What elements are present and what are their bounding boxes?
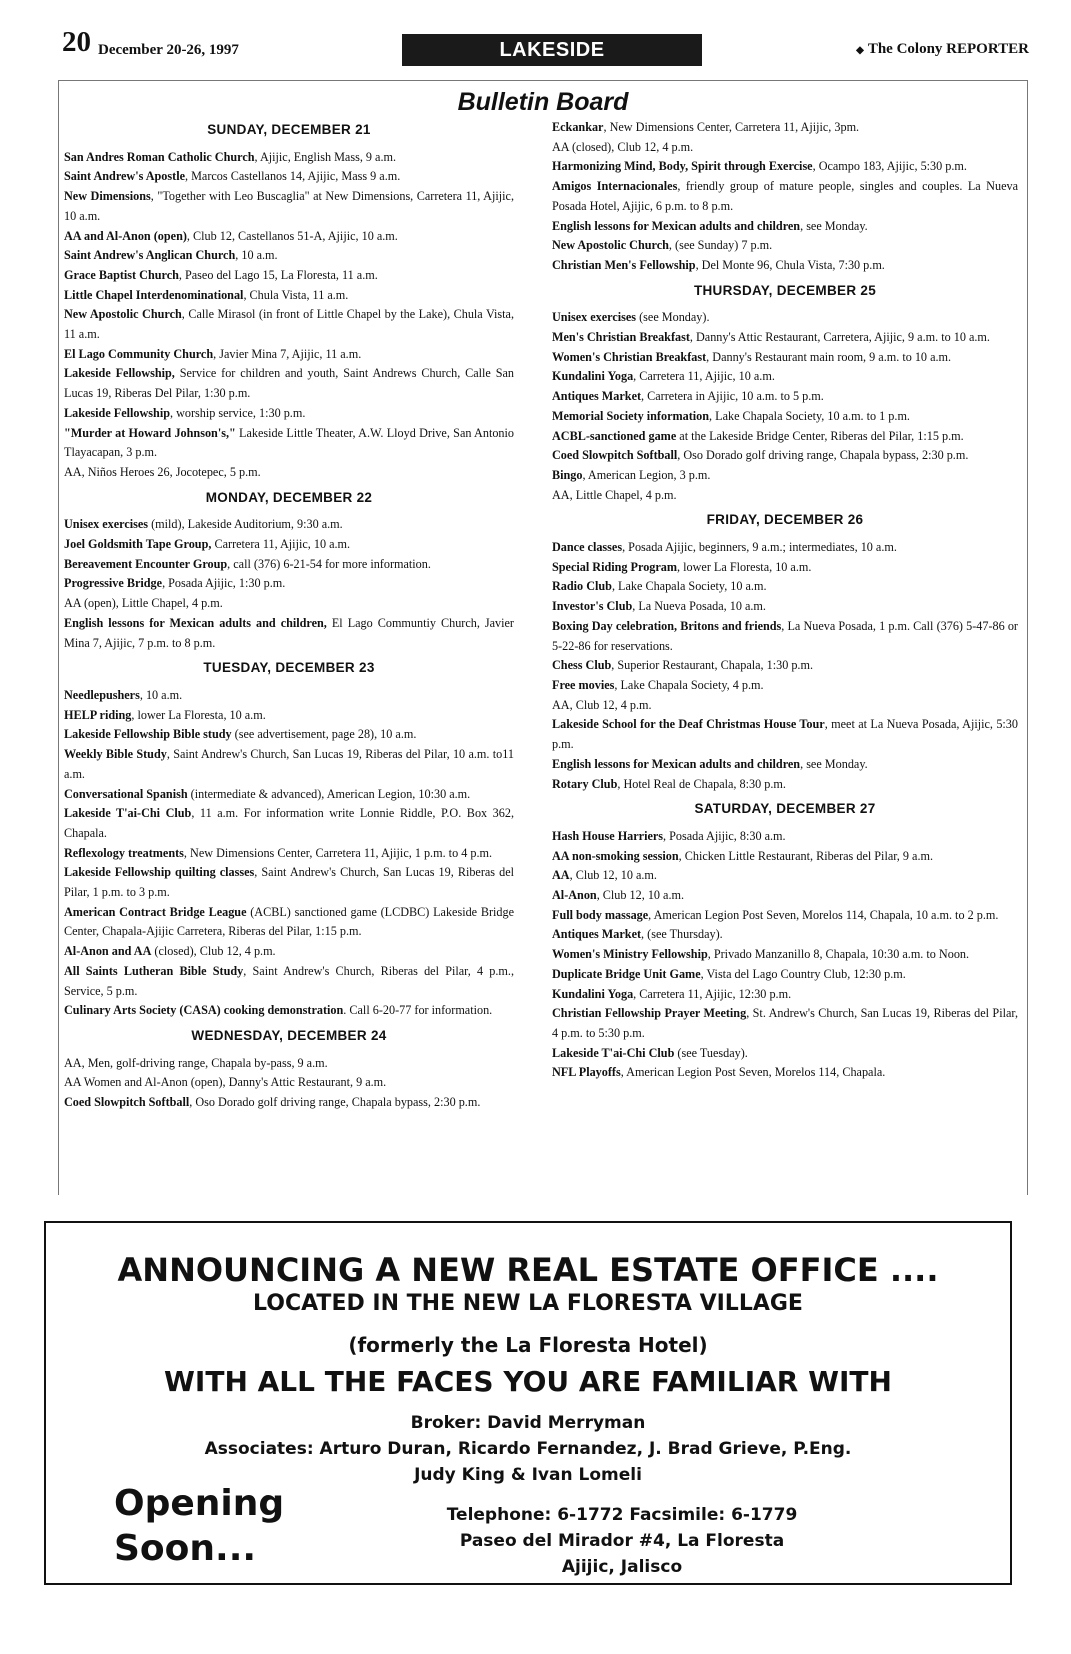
entry-details: , La Nueva Posada, 1 p.m. Call (376) 5-47-86 or 5-22-86 for reservations.: [552, 618, 1018, 653]
entry-details: , Javier Mina 7, Ajijic, 11 a.m.: [213, 346, 362, 361]
ad-associates-2: Judy King & Ivan Lomeli: [414, 1465, 642, 1485]
entry-name: All Saints Lutheran Bible Study: [64, 963, 244, 978]
bullet-icon: ◆: [856, 45, 864, 56]
bulletin-entry: [64, 785, 514, 805]
bulletin-entry: [552, 1044, 1018, 1064]
entry-name: El Lago Community Church: [64, 346, 214, 361]
entry-details: , (see Sunday) 7 p.m.: [668, 238, 773, 253]
entry-details: , Ocampo 183, Ajijic, 5:30 p.m.: [812, 159, 967, 174]
entry-details: Carretera 11, Ajijic, 10 a.m.: [211, 537, 351, 552]
entry-name: Lakeside Fellowship quilting classes: [64, 865, 255, 880]
entry-details: Lakeside Little Theater, A.W. Lloyd Drive, San Antonio Tlayacapan, 3 p.m.: [64, 425, 514, 460]
bulletin-entry: [552, 256, 1018, 276]
entry-name: AA: [552, 868, 570, 883]
bulletin-entry: [552, 886, 1018, 906]
entry-details: , friendly group of mature people, singles and couples. La Nueva Posada Hotel, Ajijic, 6 p.m. to 8 p.m.: [552, 179, 1018, 213]
entry-details: , American Legion Post Seven, Morelos 114, Chapala, 10 a.m. to 2 p.m.: [648, 907, 999, 922]
entry-name: Lakeside Fellowship,: [64, 366, 175, 381]
bulletin-entry: [64, 515, 514, 535]
bulletin-entry: [64, 364, 514, 403]
entry-name: Boxing Day celebration, Britons and friends: [552, 618, 782, 633]
bulletin-entry: [552, 367, 1018, 387]
bulletin-entry: [64, 942, 514, 962]
day-heading: FRIDAY, DECEMBER 26: [706, 512, 864, 528]
bulletin-entry: [64, 574, 514, 594]
bulletin-entry: [64, 594, 514, 614]
entry-details: , New Dimensions Center, Carretera 11, Ajijic, 1 p.m. to 4 p.m.: [183, 845, 493, 860]
bulletin-entry: [552, 558, 1018, 578]
entry-details: , Carretera 11, Ajijic, 12:30 p.m.: [633, 986, 792, 1001]
entry-name: Joel Goldsmith Tape Group,: [64, 537, 212, 552]
entry-details: (see Tuesday).: [674, 1045, 748, 1060]
entry-details: , New Dimensions Center, Carretera 11, Ajijic, 3pm.: [603, 120, 860, 134]
bulletin-entry: [64, 424, 514, 463]
entry-details: , 10 a.m.: [139, 687, 183, 702]
entry-name: HELP riding: [64, 707, 132, 722]
bulletin-entry: [64, 246, 514, 266]
bulletin-entry: [64, 804, 514, 843]
entry-name: American Contract Bridge League: [64, 904, 247, 919]
entry-details: AA Women and Al-Anon (open), Danny's Attic Restaurant, 9 a.m.: [64, 1075, 387, 1090]
entry-details: , Danny's Attic Restaurant, Carretera, Ajijic, 9 a.m. to 10 a.m.: [689, 330, 990, 345]
entry-details: , American Legion, 3 p.m.: [582, 467, 711, 482]
bulletin-entry: [64, 187, 514, 226]
day-heading: WEDNESDAY, DECEMBER 24: [191, 1027, 387, 1043]
bulletin-entry: [64, 227, 514, 247]
entry-name: Lakeside Fellowship Bible study: [64, 727, 232, 742]
entry-details: (ACBL) sanctioned game (LCDBC) Lakeside Bridge Center, Chapala-Ajijic Carretera, Riberas del Pilar, 1:15 p.m.: [64, 904, 514, 939]
entry-details: . Call 6-20-77 for information.: [343, 1003, 493, 1018]
bulletin-entry: [64, 535, 514, 555]
entry-name: Kundalini Yoga: [552, 986, 634, 1001]
entry-name: Christian Fellowship Prayer Meeting: [552, 1006, 747, 1021]
bulletin-entry: [552, 486, 1018, 506]
entry-details: El Lago Communtiy Church, Javier Mina 7, Ajijic, 7 p.m. to 8 p.m.: [64, 615, 514, 650]
entry-details: , (see Thursday).: [641, 927, 723, 942]
ad-associates: Associates: Arturo Duran, Ricardo Fernandez, J. Brad Grieve, P.Eng.: [204, 1439, 852, 1459]
entry-details: , Del Monte 96, Chula Vista, 7:30 p.m.: [695, 257, 885, 272]
entry-name: Radio Club: [552, 579, 612, 594]
bulletin-entry: [552, 308, 1018, 328]
entry-name: Saint Andrew's Apostle: [64, 169, 185, 184]
bulletin-entry: [64, 1054, 514, 1074]
entry-details: , lower La Floresta, 10 a.m.: [131, 707, 266, 722]
bulletin-entry: [64, 903, 514, 942]
entry-details: (intermediate & advanced), American Legion, 10:30 a.m.: [187, 786, 471, 801]
section-banner: LAKESIDE: [402, 34, 702, 66]
entry-name: Memorial Society information: [552, 408, 710, 423]
entry-details: , see Monday.: [800, 756, 868, 771]
bulletin-entry: [64, 286, 514, 306]
bulletin-entry: [64, 463, 514, 483]
bulletin-entry: [552, 236, 1018, 256]
bulletin-entry: [552, 118, 1018, 138]
bulletin-entry: [64, 1093, 514, 1113]
entry-name: New Apostolic Church: [64, 307, 182, 322]
entry-details: AA, Niños Heroes 26, Jocotepec, 5 p.m.: [64, 464, 261, 479]
entry-details: , Marcos Castellanos 14, Ajijic, Mass 9 a.m.: [185, 169, 401, 184]
ad-city: Ajijic, Jalisco: [561, 1557, 683, 1577]
bulletin-entry: [64, 745, 514, 784]
entry-name: Kundalini Yoga: [552, 369, 634, 384]
entry-details: , Lake Chapala Society, 10 a.m. to 1 p.m.: [709, 408, 910, 423]
bulletin-entry: [552, 348, 1018, 368]
ad-formerly: (formerly the La Floresta Hotel): [348, 1333, 708, 1357]
issue-date: December 20-26, 1997: [98, 42, 239, 58]
ad-headline: ANNOUNCING A NEW REAL ESTATE OFFICE ....: [117, 1251, 939, 1289]
bulletin-entry: [64, 148, 514, 168]
entry-name: Antiques Market: [552, 927, 642, 942]
bulletin-entry: [64, 686, 514, 706]
entry-name: Al-Anon: [552, 888, 597, 903]
entry-name: Hash House Harriers: [552, 828, 664, 843]
bulletin-entry: [64, 962, 514, 1001]
bulletin-entry: [552, 656, 1018, 676]
bulletin-entry: [64, 725, 514, 745]
entry-name: Antiques Market: [552, 389, 642, 404]
entry-name: Chess Club: [552, 658, 612, 673]
entry-details: , Carretera in Ajijic, 10 a.m. to 5 p.m.: [641, 389, 824, 404]
entry-name: AA and Al-Anon (open): [64, 228, 187, 243]
entry-details: , Posada Ajijic, beginners, 9 a.m.; intermediates, 10 a.m.: [622, 540, 897, 555]
entry-name: Al-Anon and AA: [64, 944, 152, 959]
bulletin-entry: [64, 1001, 514, 1021]
entry-details: AA, Little Chapel, 4 p.m.: [552, 487, 677, 502]
bulletin-entry: [552, 755, 1018, 775]
entry-details: (see Monday).: [636, 310, 710, 325]
entry-details: (mild), Lakeside Auditorium, 9:30 a.m.: [148, 517, 343, 532]
entry-details: Service for children and youth, Saint Andrews Church, Calle San Lucas 19, Riberas Del Pilar, 1:30 p.m.: [64, 366, 514, 401]
entry-name: New Apostolic Church: [552, 238, 669, 253]
entry-details: , La Nueva Posada, 10 a.m.: [632, 599, 766, 614]
bulletin-entry: [64, 1073, 514, 1093]
entry-name: Reflexology treatments: [64, 845, 184, 860]
entry-details: AA, Club 12, 4 p.m.: [552, 697, 652, 712]
entry-details: AA (open), Little Chapel, 4 p.m.: [64, 596, 223, 611]
entry-name: Rotary Club: [552, 776, 618, 791]
publication-name: [856, 41, 1029, 58]
bulletin-entry: [552, 157, 1018, 177]
bulletin-entry: [64, 167, 514, 187]
entry-details: , call (376) 6-21-54 for more information.: [227, 556, 431, 571]
bulletin-entry: [64, 305, 514, 344]
entry-name: Little Chapel Interdenominational: [64, 287, 244, 302]
entry-details: , Club 12, Castellanos 51-A, Ajijic, 10 a.m.: [186, 228, 398, 243]
page-number: 20: [62, 26, 91, 58]
entry-name: Dance classes: [552, 540, 623, 555]
day-heading: SATURDAY, DECEMBER 27: [694, 801, 876, 817]
entry-details: , 11 a.m. For information write Lonnie Riddle, P.O. Box 362, Chapala.: [64, 806, 514, 840]
entry-name: Unisex exercises: [552, 310, 637, 325]
entry-details: , Hotel Real de Chapala, 8:30 p.m.: [617, 776, 786, 791]
entry-name: Lakeside School for the Deaf Christmas House Tour: [552, 717, 825, 732]
entry-details: , Danny's Restaurant main room, 9 a.m. to 10 a.m.: [706, 349, 952, 364]
entry-name: Progressive Bridge: [64, 576, 163, 591]
bulletin-entry: [552, 597, 1018, 617]
bulletin-entry: [64, 404, 514, 424]
entry-name: Investor's Club: [552, 599, 633, 614]
entry-name: NFL Playoffs: [552, 1065, 621, 1080]
ad-phone: Telephone: 6-1772 Facsimile: 6-1779: [446, 1505, 798, 1525]
bulletin-entry: [552, 328, 1018, 348]
entry-name: Free movies: [552, 677, 615, 692]
entry-name: Amigos Internacionales: [552, 179, 678, 194]
entry-name: Bereavement Encounter Group: [64, 556, 228, 571]
bulletin-entry: [552, 577, 1018, 597]
entry-details: , Lake Chapala Society, 4 p.m.: [614, 677, 764, 692]
entry-name: Christian Men's Fellowship: [552, 257, 696, 272]
entry-name: Men's Christian Breakfast: [552, 330, 690, 345]
entry-name: Duplicate Bridge Unit Game: [552, 966, 701, 981]
bulletin-entry: [64, 345, 514, 365]
entry-name: English lessons for Mexican adults and children: [552, 756, 801, 771]
bulletin-entry: [552, 538, 1018, 558]
entry-details: , 10 a.m.: [235, 248, 278, 263]
bulletin-entry: [552, 1063, 1018, 1083]
entry-details: , Superior Restaurant, Chapala, 1:30 p.m.: [611, 658, 813, 673]
entry-details: , Chula Vista, 11 a.m.: [243, 287, 349, 302]
bulletin-entry: [552, 617, 1018, 656]
bulletin-entry: [552, 387, 1018, 407]
bulletin-entry: [64, 863, 514, 902]
bulletin-entry: [552, 138, 1018, 158]
bulletin-entry: [552, 985, 1018, 1005]
entry-details: , Club 12, 10 a.m.: [569, 868, 657, 883]
ad-location: LOCATED IN THE NEW LA FLORESTA VILLAGE: [253, 1291, 803, 1316]
entry-details: at the Lakeside Bridge Center, Riberas del Pilar, 1:15 p.m.: [676, 428, 964, 443]
entry-details: , Privado Manzanillo 8, Chapala, 10:30 a.m. to Noon.: [707, 947, 970, 962]
entry-details: AA, Men, golf-driving range, Chapala by-pass, 9 a.m.: [64, 1055, 328, 1070]
bulletin-entry: [64, 614, 514, 653]
bulletin-entry: [552, 715, 1018, 754]
entry-details: , Saint Andrew's Church, Riberas del Pilar, 4 p.m., Service, 5 p.m.: [64, 963, 514, 998]
entry-details: (see advertisement, page 28), 10 a.m.: [231, 727, 417, 742]
bulletin-entry: [552, 847, 1018, 867]
bulletin-entry: [552, 965, 1018, 985]
entry-name: Grace Baptist Church: [64, 267, 179, 282]
bulletin-entry: [552, 446, 1018, 466]
ad-broker: Broker: David Merryman: [410, 1413, 646, 1433]
day-heading: TUESDAY, DECEMBER 23: [203, 660, 375, 676]
ad-tagline: WITH ALL THE FACES YOU ARE FAMILIAR WITH: [164, 1365, 892, 1398]
entry-details: , Calle Mirasol (in front of Little Chapel by the Lake), Chula Vista, 11 a.m.: [64, 307, 515, 342]
bulletin-entry: [552, 1004, 1018, 1043]
entry-name: Women's Christian Breakfast: [552, 349, 707, 364]
day-heading: MONDAY, DECEMBER 22: [205, 489, 373, 505]
entry-details: , Vista del Lago Country Club, 12:30 p.m.: [700, 966, 906, 981]
publication-label: The Colony REPORTER: [867, 41, 1029, 57]
entry-details: , Chicken Little Restaurant, Riberas del Pilar, 9 a.m.: [678, 848, 934, 863]
entry-details: , lower La Floresta, 10 a.m.: [677, 559, 812, 574]
entry-name: Conversational Spanish: [64, 786, 188, 801]
entry-name: Unisex exercises: [64, 517, 149, 532]
entry-details: , worship service, 1:30 p.m.: [169, 405, 306, 420]
entry-details: , "Together with Leo Buscaglia" at New Dimensions, Carretera 11, Ajijic, 10 a.m.: [64, 189, 514, 223]
bulletin-entry: [64, 555, 514, 575]
entry-name: Full body massage: [552, 907, 649, 922]
entry-details: , American Legion Post Seven, Morelos 114, Chapala.: [620, 1065, 886, 1080]
day-heading: THURSDAY, DECEMBER 25: [693, 282, 877, 298]
entry-details: , see Monday.: [800, 218, 868, 233]
bulletin-entry: [552, 827, 1018, 847]
bulletin-entry: [552, 676, 1018, 696]
bulletin-entry: [552, 696, 1018, 716]
entry-details: , Posada Ajijic, 8:30 a.m.: [663, 828, 786, 843]
entry-details: , Oso Dorado golf driving range, Chapala bypass, 2:30 p.m.: [189, 1095, 481, 1110]
entry-name: Saint Andrew's Anglican Church: [64, 248, 236, 263]
entry-name: Culinary Arts Society (CASA) cooking demonstration: [64, 1003, 344, 1018]
ad-address: Paseo del Mirador #4, La Floresta: [459, 1531, 785, 1551]
entry-name: English lessons for Mexican adults and children: [552, 218, 801, 233]
bulletin-board-title: Bulletin Board: [457, 88, 629, 116]
bulletin-entry: [552, 177, 1018, 216]
entry-name: Eckankar: [552, 120, 604, 134]
entry-name: Coed Slowpitch Softball: [64, 1095, 190, 1110]
entry-name: Special Riding Program: [552, 559, 678, 574]
right-column: [552, 118, 1018, 1083]
real-estate-advertisement: [44, 1221, 1012, 1585]
entry-details: , St. Andrew's Church, San Lucas 19, Riberas del Pilar, 4 p.m. to 5:30 p.m.: [552, 1006, 1018, 1040]
entry-name: Coed Slowpitch Softball: [552, 448, 678, 463]
entry-details: , Lake Chapala Society, 10 a.m.: [611, 579, 767, 594]
entry-details: , meet at La Nueva Posada, Ajijic, 5:30 p.m.: [552, 717, 1018, 752]
entry-name: Bingo: [552, 467, 583, 482]
day-heading: SUNDAY, DECEMBER 21: [207, 122, 371, 137]
bulletin-entry: [552, 466, 1018, 486]
entry-details: AA (closed), Club 12, 4 p.m.: [552, 139, 694, 154]
bulletin-entry: [552, 925, 1018, 945]
ad-opening: Opening: [114, 1483, 285, 1524]
entry-name: ACBL-sanctioned game: [552, 428, 677, 443]
entry-details: , Oso Dorado golf driving range, Chapala bypass, 2:30 p.m.: [677, 448, 969, 463]
ad-soon: Soon...: [114, 1528, 257, 1569]
entry-name: Women's Ministry Fellowship: [552, 947, 708, 962]
entry-name: Lakeside T'ai-Chi Club: [64, 806, 192, 821]
entry-details: , Saint Andrew's Church, San Lucas 19, Riberas del Pilar, 1 p.m. to 3 p.m.: [64, 865, 514, 900]
entry-name: Weekly Bible Study: [64, 747, 167, 762]
entry-name: Lakeside T'ai-Chi Club: [552, 1045, 675, 1060]
entry-name: Harmonizing Mind, Body, Spirit through Exercise: [552, 159, 813, 174]
entry-name: San Andres Roman Catholic Church: [64, 149, 255, 164]
entry-details: , Carretera 11, Ajijic, 10 a.m.: [633, 369, 775, 384]
entry-name: English lessons for Mexican adults and children,: [64, 615, 327, 630]
bulletin-entry: [552, 906, 1018, 926]
bulletin-entry: [64, 266, 514, 286]
entry-details: (closed), Club 12, 4 p.m.: [151, 944, 276, 959]
entry-details: , Paseo del Lago 15, La Floresta, 11 a.m.: [178, 267, 378, 282]
bulletin-entry: [552, 427, 1018, 447]
entry-name: "Murder at Howard Johnson's,": [64, 425, 236, 440]
entry-name: Needlepushers: [64, 687, 140, 702]
entry-details: , Posada Ajijic, 1:30 p.m.: [162, 576, 286, 591]
entry-details: , Ajijic, English Mass, 9 a.m.: [254, 149, 397, 164]
entry-name: Lakeside Fellowship: [64, 405, 170, 420]
bulletin-entry: [552, 866, 1018, 886]
bulletin-entry: [552, 217, 1018, 237]
entry-name: New Dimensions: [64, 189, 151, 204]
bulletin-entry: [552, 775, 1018, 795]
left-column: [64, 118, 514, 1113]
bulletin-entry: [64, 706, 514, 726]
bulletin-entry: [552, 407, 1018, 427]
bulletin-entry: [552, 945, 1018, 965]
entry-details: , Club 12, 10 a.m.: [596, 888, 685, 903]
entry-details: , Saint Andrew's Church, San Lucas 19, Riberas del Pilar, 10 a.m. to11 a.m.: [64, 747, 514, 781]
entry-name: AA non-smoking session: [552, 848, 679, 863]
bulletin-entry: [64, 844, 514, 864]
